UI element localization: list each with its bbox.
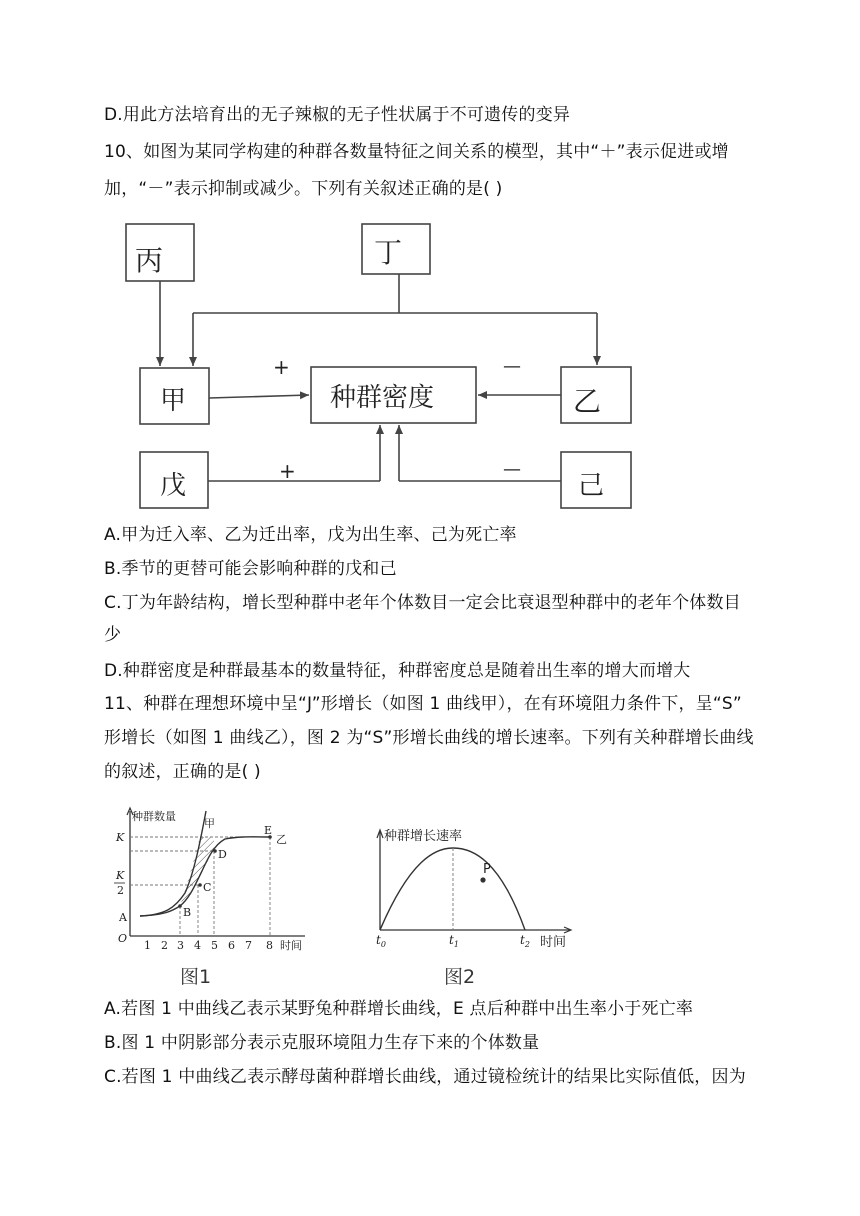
fig1-K-num: K <box>116 869 125 882</box>
fig2-t1: t <box>449 933 454 947</box>
fig2-t0-sub: 0 <box>380 940 386 949</box>
fig1-K: K <box>116 831 125 844</box>
fig1-point-A: A <box>119 911 127 924</box>
fig2-P-label: P <box>483 862 491 877</box>
fig1-xlabel: 时间 <box>280 939 302 952</box>
question-11-line-1: 11、种群在理想环境中呈“J”形增长（如图 1 曲线甲），在有环境阻力条件下，呈“S” <box>104 694 742 714</box>
sign-plus-jia: + <box>273 355 290 379</box>
sign-plus-wu: + <box>279 459 296 483</box>
fig1-xtick-5: 5 <box>211 939 218 952</box>
fig2-t0: t <box>376 933 381 947</box>
fig2-ylabel: 种群增长速率 <box>384 829 463 844</box>
option-c-line-1: C.丁为年龄结构，增长型种群中老年个体数目一定会比衰退型种群中的老年个体数目 <box>104 593 741 613</box>
fig1-origin: O <box>118 932 128 945</box>
fig1-xtick-8: 8 <box>266 939 273 952</box>
figure-2-caption: 图2 <box>444 966 476 988</box>
fig1-label-jia: 甲 <box>204 817 215 830</box>
svg-text:t0 <box>376 933 386 949</box>
option-a-line: A.甲为迁入率、乙为迁出率，戊为出生率、己为死亡率 <box>104 525 517 545</box>
fig1-point-B: B <box>183 906 192 919</box>
fig1-xtick-4: 4 <box>194 939 201 952</box>
label-jia: 甲 <box>160 386 187 416</box>
fig1-xtick-3: 3 <box>177 939 184 952</box>
question-11-line-3: 的叙述，正确的是( ) <box>104 762 261 782</box>
fig1-point-C: C <box>203 881 212 894</box>
fig1-xtick-6: 6 <box>228 939 235 952</box>
option-d2-line: D.种群密度是种群最基本的数量特征，种群密度总是随着出生率的增大而增大 <box>104 661 691 681</box>
fig1-ylabel: 种群数量 <box>132 810 176 823</box>
label-wu: 戊 <box>160 471 187 501</box>
option-c-line-2: 少 <box>104 625 122 645</box>
fig1-point-D: D <box>218 848 227 861</box>
figure-2-growth-rate <box>370 820 580 960</box>
question-11-line-2: 形增长（如图 1 曲线乙），图 2 为“S”形增长曲线的增长速率。下列有关种群增长曲线 <box>104 728 754 748</box>
fig2-t2: t <box>520 933 525 947</box>
fig2-xlabel: 时间 <box>540 935 567 950</box>
q11-option-c-line: C.若图 1 中曲线乙表示酵母菌种群增长曲线，通过镜检统计的结果比实际值低，因为 <box>104 1067 746 1087</box>
sign-minus-yi: — <box>503 356 521 377</box>
label-center: 种群密度 <box>330 383 435 413</box>
fig1-point-E: E <box>264 824 273 837</box>
svg-text:t2 <box>520 933 530 949</box>
fig1-label-yi: 乙 <box>276 833 287 846</box>
label-bing: 丙 <box>135 244 164 277</box>
fig2-t2-sub: 2 <box>524 940 530 949</box>
label-ji: 己 <box>578 471 605 501</box>
q11-option-b-line: B.图 1 中阴影部分表示克服环境阻力生存下来的个体数量 <box>104 1033 540 1053</box>
question-10-line-2: 加，“－”表示抑制或减少。下列有关叙述正确的是( ) <box>104 179 503 199</box>
fig1-xtick-7: 7 <box>245 939 252 952</box>
option-b-line: B.季节的更替可能会影响种群的戊和己 <box>104 559 397 579</box>
option-d-line: D.用此方法培育出的无子辣椒的无子性状属于不可遗传的变异 <box>104 105 571 125</box>
fig2-t1-sub: 1 <box>453 940 459 949</box>
fig1-K-den: 2 <box>117 884 124 897</box>
label-ding: 丁 <box>374 236 403 269</box>
label-yi: 乙 <box>573 385 602 418</box>
fig2-point-P <box>480 877 485 882</box>
svg-text:t1 <box>449 933 459 949</box>
figure-1-growth-curve <box>110 803 320 958</box>
fig1-xtick-1: 1 <box>144 939 151 952</box>
q11-option-a-line: A.若图 1 中曲线乙表示某野兔种群增长曲线，E 点后种群中出生率小于死亡率 <box>104 999 694 1019</box>
fig2-curve <box>380 848 525 930</box>
question-10-line-1: 10、如图为某同学构建的种群各数量特征之间关系的模型，其中“＋”表示促进或增 <box>104 142 729 162</box>
sign-minus-ji: — <box>503 459 521 480</box>
figure-1-caption: 图1 <box>180 966 212 988</box>
fig1-xtick-2: 2 <box>161 939 168 952</box>
